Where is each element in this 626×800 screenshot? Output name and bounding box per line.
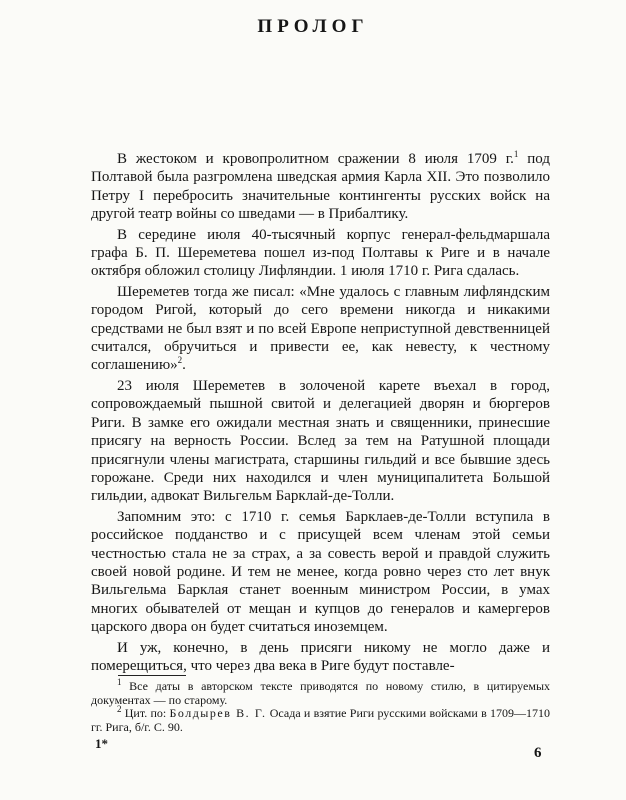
paragraph-3-text: Шереметев тогда же писал: «Мне удалось с главным лифляндским городом Ригой, который до сего времени никогда и никакими средствами не был взят и по всей Европе неприступной девственницей считался, обручиться и привести ее, как невесту, к честному соглашению» [91,283,550,374]
footnote-1-text: Все даты в авторском тексте приводятся по новому стилю, в цитируемых документах — по старому. [91,679,550,707]
paragraph-2: В середине июля 40-тысячный корпус генерал-фельдмаршала графа Б. П. Шереметева пошел из-под Полтавы к Риге и в начале октября обложил столицу Лифляндии. 1 июля 1710 г. Рига сдалась. [91,226,550,280]
footnote-1-number: 1 [117,677,122,687]
footnotes [91,677,551,734]
paragraph-1-tail: под Полтавой была разгромлена шведская армия Карла XII. Это позволило Петру I перебросить значительные контингенты русских войск на другой театр войны со шведами — в Прибалтику. [91,151,550,223]
paragraph-1-text: В жестоком и кровопролитном сражении 8 июля 1709 г. [117,151,514,167]
footnote-2-text: Осада и взятие Риги русскими войсками в 1709—1710 гг. Рига, б/г. С. 90. [91,706,551,734]
footnote-1 [91,677,550,707]
paragraph-5: Запомним это: с 1710 г. семья Барклаев-де-Толли вступила в российское подданство и с присущей всем членам этой семьи честностью стала не за страх, а за совесть верой и правдой служить своей новой родине. И тем не менее, когда ровно через сто лет внук Вильгельма Барклая станет военным министром России, в умах многих обывателей от мещан и купцов до генералов и камергеров царского двора он будет считаться иноземцем. [91,508,550,636]
footnote-2-number: 2 [117,704,122,714]
paragraph-1 [91,150,550,224]
paragraph-4: 23 июля Шереметев в золоченой карете въехал в город, сопровождаемый пышной свитой и делегацией дворян и бюргеров Риги. В замке его ожидали местная знать и священники, принесшие присягу на верность России. Вслед за тем на Ратушной площади присягнули члены магистрата, старшины гильдий и все бывшие здесь горожане. Среди них находился и член муниципалитета Большой гильдии, адвокат Вильгельм Барклай-де-Толли. [91,377,550,505]
page-number: 6 [534,745,542,761]
footnote-divider [118,675,186,676]
footnote-2-prefix: Цит. по: [121,706,170,720]
paragraph-3 [91,283,550,375]
footnote-2 [91,704,551,734]
paragraph-6: И уж, конечно, в день присяги никому не могло даже и померещиться, что через два века в Риге будут поставле- [91,639,550,674]
body-text [91,150,550,677]
footnote-ref-2[interactable]: 2 [177,355,183,366]
footnote-ref-1[interactable]: 1 [513,149,519,159]
paragraph-3-tail: . [182,357,186,374]
signature-mark: 1* [95,736,108,751]
chapter-title: ПРОЛОГ [257,16,369,37]
footnote-2-author: Болдырев В. Г. [169,706,267,720]
